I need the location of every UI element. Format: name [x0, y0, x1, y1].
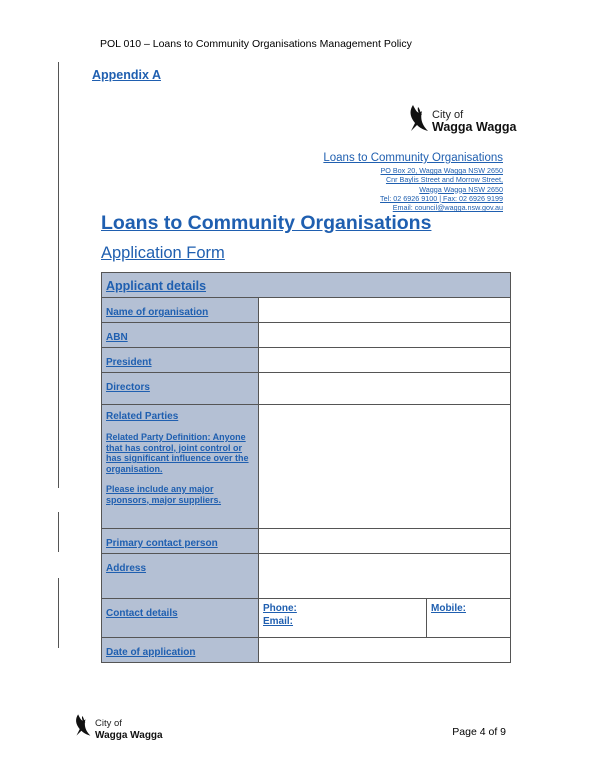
footer-logo-line-2: Wagga Wagga [95, 730, 163, 741]
street-address: Cnr Baylis Street and Morrow Street, [385, 175, 503, 185]
section-header [102, 273, 511, 298]
page-number: Page 4 of 9 [452, 726, 506, 738]
organisation-title: Loans to Community Organisations [323, 152, 503, 164]
form-subtitle: Application Form [101, 244, 225, 262]
input-mobile[interactable] [427, 599, 511, 638]
logo-line-1: City of [432, 109, 464, 121]
wagga-logo-icon [408, 103, 430, 133]
wagga-logo-icon [74, 712, 92, 738]
phone-label: Phone: [263, 603, 297, 614]
label-text: ABN [106, 332, 128, 343]
label-contact-details [102, 599, 259, 638]
input-related-parties[interactable] [259, 405, 511, 529]
label-name-of-organisation [102, 298, 259, 323]
appendix-heading: Appendix A [92, 68, 161, 82]
label-primary-contact [102, 529, 259, 554]
label-text: Address [106, 563, 147, 574]
application-form-table [101, 272, 511, 663]
email-address: Email: council@wagga.nsw.gov.au [392, 203, 503, 213]
label-address [102, 554, 259, 599]
label-text: President [106, 357, 152, 368]
margin-change-bar [58, 62, 59, 488]
phone-fax: Tel: 02 6926 9100 | Fax: 02 6926 9199 [380, 193, 503, 203]
input-directors[interactable] [259, 373, 511, 405]
related-party-note: Please include any major sponsors, major suppliers. [106, 484, 222, 505]
label-text: Related Parties [106, 411, 179, 422]
input-address[interactable] [259, 554, 511, 599]
label-president [102, 348, 259, 373]
po-box: PO Box 20, Wagga Wagga NSW 2650 [380, 166, 503, 175]
label-directors [102, 373, 259, 405]
input-president[interactable] [259, 348, 511, 373]
label-text: Contact details [106, 608, 178, 619]
form-title: Loans to Community Organisations [101, 212, 432, 234]
label-text: Directors [106, 382, 150, 393]
input-date-of-application[interactable] [259, 638, 511, 663]
footer-logo-line-1: City of [95, 718, 122, 729]
document-header-title: POL 010 – Loans to Community Organisations Management Policy [100, 38, 412, 50]
margin-change-bar [58, 512, 59, 552]
section-header-label: Applicant details [106, 279, 207, 293]
label-text: Primary contact person [106, 538, 218, 549]
email-label: Email: [263, 616, 294, 627]
input-primary-contact[interactable] [259, 529, 511, 554]
label-date-of-application [102, 638, 259, 663]
input-phone-email[interactable] [259, 599, 427, 638]
logo-line-2: Wagga Wagga [432, 120, 517, 134]
related-party-definition: Related Party Definition: Anyone that has control, joint control or has significant influence over the organisation. [106, 432, 249, 474]
label-text: Name of organisation [106, 307, 209, 318]
mobile-label: Mobile: [431, 603, 466, 614]
input-abn[interactable] [259, 323, 511, 348]
label-related-parties [102, 405, 259, 529]
organisation-contact-block [323, 152, 503, 212]
label-abn [102, 323, 259, 348]
input-name-of-organisation[interactable] [259, 298, 511, 323]
label-text: Date of application [106, 647, 196, 658]
margin-change-bar [58, 578, 59, 648]
city-address: Wagga Wagga NSW 2650 [419, 184, 503, 194]
